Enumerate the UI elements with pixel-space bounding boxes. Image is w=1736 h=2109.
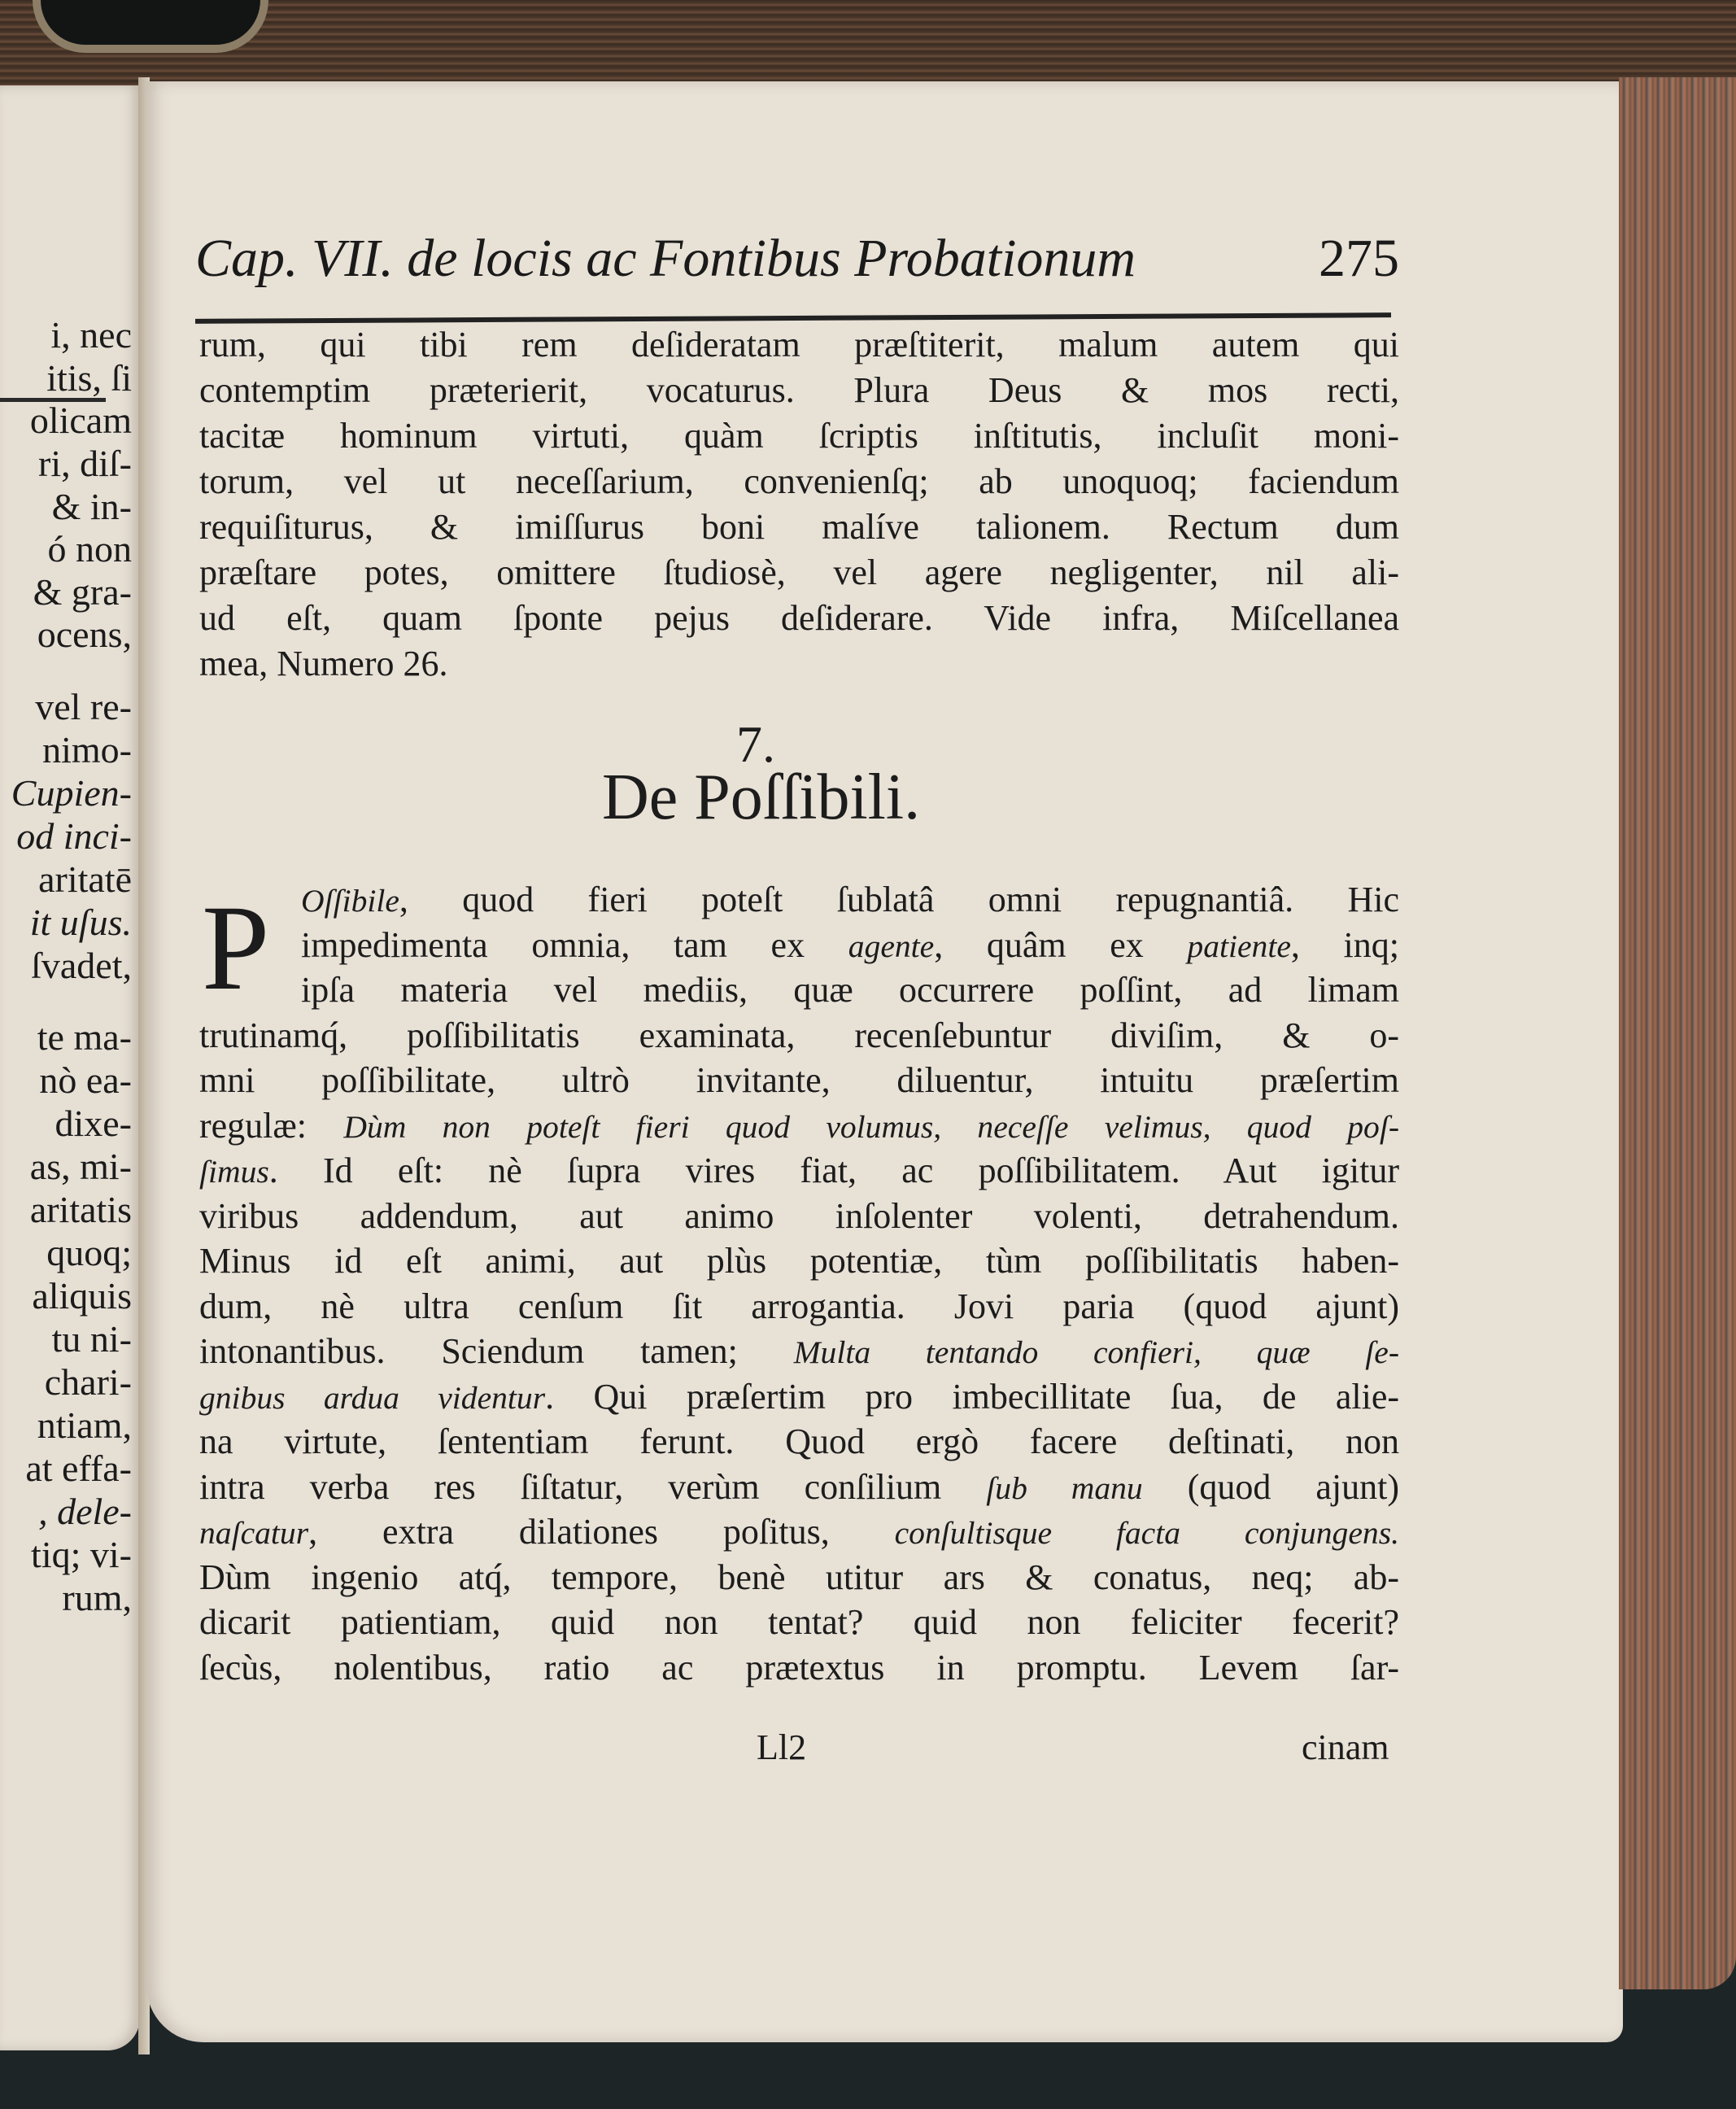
section-title: De Poſſibili. <box>602 762 921 833</box>
left-page-fragment: itis, ſi <box>46 357 132 399</box>
left-page-fragment: Cupien- <box>11 772 132 814</box>
roman-text: na virtute, ſententiam ferunt. Quod ergò facere deſtinati, non <box>199 1421 1399 1461</box>
roman-text: regulæ: <box>199 1105 344 1146</box>
left-page-fragment: tu ni- <box>51 1318 132 1360</box>
left-page-fragment: i, nec <box>50 314 132 356</box>
italic-text: Multa tentando confieri, quæ ſe- <box>793 1334 1399 1370</box>
text-line: torum, vel ut neceſſarium, convenienſq; ab unoquoq; faciendum <box>199 461 1399 501</box>
italic-text: Oſſibile <box>301 883 399 919</box>
text-line <box>199 1286 1399 1327</box>
text-line: mea, Numero 26. <box>199 644 448 683</box>
text-line <box>199 1240 1399 1282</box>
left-page-fragment: , dele- <box>38 1491 132 1532</box>
roman-text: , extra dilationes poſitus, <box>308 1512 895 1552</box>
text-line <box>199 1015 1399 1056</box>
text-line: contemptim præterierit, vocaturus. Plura Deus & mos recti, <box>199 370 1399 410</box>
left-page-fragment: nimo- <box>42 729 132 771</box>
left-page-fragment: & in- <box>51 486 132 527</box>
left-page-fragment: rum, <box>62 1577 132 1618</box>
fore-edge <box>1619 77 1736 1989</box>
roman-text: , inq; <box>1290 924 1400 965</box>
roman-text: intonantibus. Sciendum tamen; <box>199 1331 794 1371</box>
left-page-fragment: ri, diſ- <box>38 443 132 484</box>
roman-text: ſecùs, nolentibus, ratio ac prætextus in promptu. Levem ſar- <box>199 1647 1399 1688</box>
text-line: requiſiturus, & imiſſurus boni malíve talionem. Rectum dum <box>199 507 1399 547</box>
roman-text: Minus id eſt animi, aut plùs potentiæ, tùm poſſibilitatis haben- <box>199 1241 1399 1281</box>
roman-text: , quod fieri poteſt ſublatâ omni repugnantiâ. Hic <box>399 880 1399 919</box>
text-line <box>199 1557 1399 1598</box>
page-number: 275 <box>1319 229 1399 288</box>
roman-text: . Qui præſertim pro imbecillitate ſua, de alie- <box>545 1376 1399 1417</box>
left-page-fragment: aliquis <box>32 1275 132 1316</box>
left-page-fragment: & gra- <box>33 571 132 613</box>
roman-text: dum, nè ultra cenſum ſit arrogantia. Jovi paria (quod ajunt) <box>199 1286 1399 1326</box>
italic-text: agente <box>848 928 935 964</box>
italic-text: conſultisque facta conjungens. <box>894 1515 1399 1551</box>
text-line <box>199 1330 1399 1372</box>
bookmark-cord <box>33 0 268 53</box>
italic-text: patiente <box>1187 928 1291 964</box>
roman-text: (quod ajunt) <box>1142 1466 1399 1507</box>
left-page-fragment: olicam <box>29 400 132 441</box>
roman-text: impedimenta omnia, tam ex <box>301 924 848 965</box>
left-page-fragment: od inci- <box>16 815 132 857</box>
catchword: cinam <box>1302 1727 1389 1767</box>
italic-text: naſcatur <box>199 1515 309 1551</box>
text-line <box>199 1105 1399 1146</box>
text-line <box>199 1150 1399 1191</box>
italic-text: Dùm non poteſt fieri quod volumus, neceſſe velimus, quod poſ- <box>343 1108 1399 1145</box>
left-page-fragment: tiq; vi- <box>31 1534 132 1575</box>
roman-text: mni poſſibilitate, ultrò invitante, diluentur, intuitu præſertim <box>199 1060 1399 1100</box>
section-number: 7. <box>736 715 775 773</box>
text-line: rum, qui tibi rem deſideratam præſtiterit, malum autem qui <box>199 325 1399 365</box>
text-line <box>199 1601 1399 1643</box>
drop-cap: P <box>202 880 270 1015</box>
text-line <box>199 1511 1399 1552</box>
roman-text: dicarit patientiam, quid non tentat? quid non feliciter fecerit? <box>199 1602 1399 1642</box>
text-line <box>199 1376 1399 1417</box>
roman-text: intra verba res ſiſtatur, verùm conſilium <box>199 1466 987 1507</box>
left-page-fragment: as, mi- <box>29 1146 132 1187</box>
text-line <box>301 879 1399 920</box>
roman-text: ipſa materia vel mediis, quæ occurrere poſſint, ad limam <box>301 970 1399 1010</box>
left-page-fragment: ó non <box>47 528 132 570</box>
roman-text: viribus addendum, aut animo inſolenter volenti, detrahendum. <box>199 1195 1399 1236</box>
roman-text: , quâm ex <box>934 924 1188 965</box>
roman-text: Dùm ingenio atq́, tempore, benè utitur ars & conatus, neq; ab- <box>199 1557 1399 1597</box>
italic-text: ſub manu <box>986 1469 1143 1506</box>
left-page-fragment: ocens, <box>37 613 132 655</box>
left-page-fragment: aritatē <box>38 858 132 900</box>
signature-mark: Ll2 <box>757 1727 807 1767</box>
left-page-fragment: ſvadet, <box>31 945 132 986</box>
text-line: tacitæ hominum virtuti, quàm ſcriptis inſtitutis, incluſit moni- <box>199 416 1399 456</box>
left-page-fragment: chari- <box>44 1361 132 1403</box>
roman-text: trutinamq́, poſſibilitatis examinata, recenſebuntur diviſim, & o- <box>199 1015 1399 1055</box>
text-line <box>199 1421 1399 1462</box>
text-line <box>199 1647 1399 1688</box>
text-line <box>301 969 1399 1011</box>
left-page-fragment: aritatis <box>29 1189 132 1230</box>
text-line <box>199 1195 1399 1237</box>
text-line <box>199 1059 1399 1101</box>
left-page-fragment: te ma- <box>37 1016 132 1058</box>
running-head <box>195 228 1399 290</box>
italic-text: ſimus <box>199 1154 269 1190</box>
left-page-fragment: vel re- <box>35 686 132 727</box>
roman-text: . Id eſt: nè ſupra vires fiat, ac poſſibilitatem. Aut igitur <box>268 1151 1399 1190</box>
text-line <box>301 924 1399 966</box>
left-page-fragment: quoq; <box>46 1232 132 1273</box>
running-title: Cap. VII. de locis ac Fontibus Probationum <box>195 229 1136 288</box>
text-line <box>199 1466 1399 1508</box>
left-page <box>0 85 140 2050</box>
left-page-fragment: dixe- <box>55 1103 132 1144</box>
left-page-fragment: it uſus. <box>29 902 132 943</box>
text-line: præſtare potes, omittere ſtudiosè, vel agere negligenter, nil ali- <box>199 552 1399 592</box>
left-page-fragment: at effa- <box>25 1447 132 1489</box>
left-page-fragment: nò ea- <box>39 1059 132 1101</box>
left-page-fragment: ntiam, <box>37 1404 132 1446</box>
text-line: ud eſt, quam ſponte pejus deſiderare. Vide infra, Miſcellanea <box>199 598 1399 638</box>
italic-text: gnibus ardua videntur <box>199 1379 546 1416</box>
